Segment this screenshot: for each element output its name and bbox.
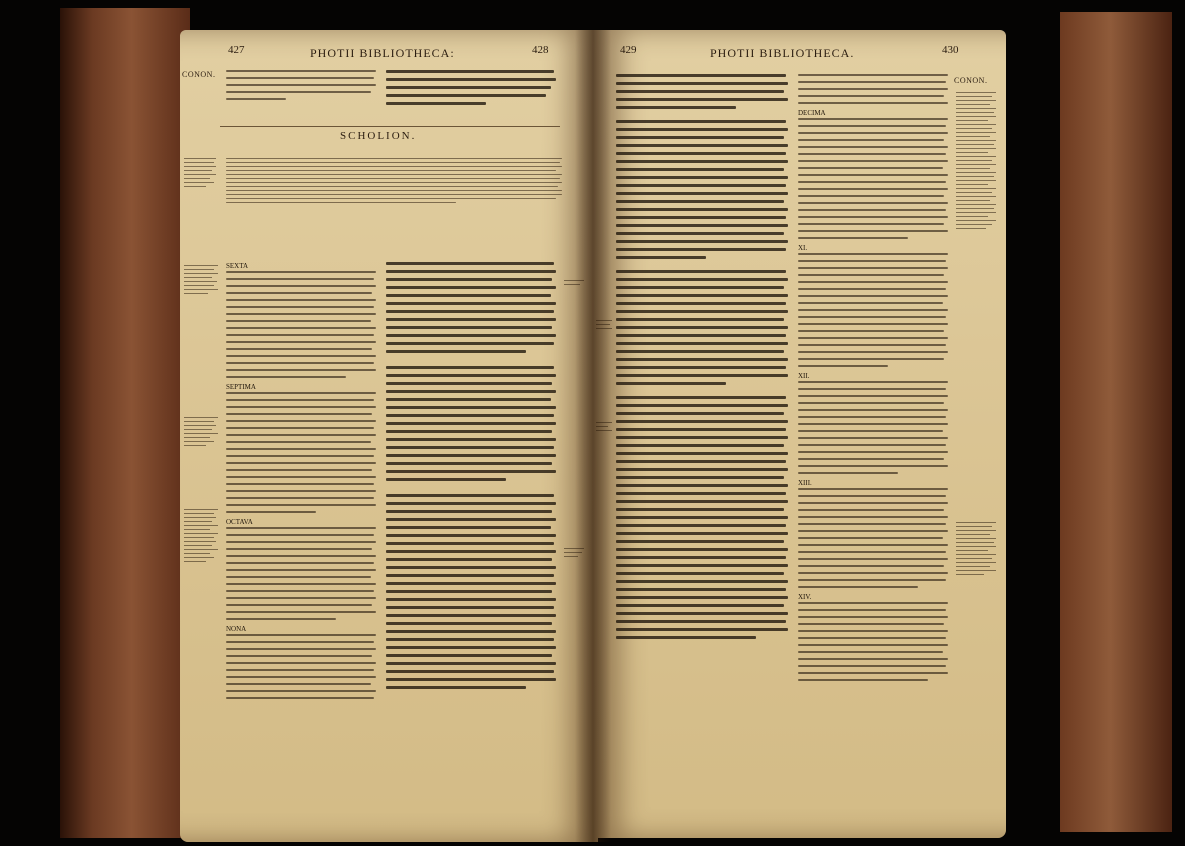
scholion-heading: SCHOLION. xyxy=(340,130,417,142)
right-page-edges xyxy=(1060,12,1172,832)
left-page-title: PHOTII BIBLIOTHECA: xyxy=(310,46,455,60)
right-latin-column xyxy=(798,74,948,686)
right-page-number: 429 xyxy=(620,44,637,56)
left-top-greek-text xyxy=(386,70,556,110)
right-page xyxy=(592,30,1006,838)
section-label: SEXTA xyxy=(226,262,248,270)
right-title-page-number: 430 xyxy=(942,44,959,56)
section-label: XIV. xyxy=(798,593,812,601)
section-label: SEPTIMA xyxy=(226,383,256,391)
left-page xyxy=(180,30,598,842)
left-page-edges xyxy=(60,8,190,838)
left-side-label: CONON. xyxy=(182,70,216,79)
section-label: XII. xyxy=(798,372,810,380)
section-label: XI. xyxy=(798,244,808,252)
right-outer-margin-notes xyxy=(956,92,998,578)
right-side-label: CONON. xyxy=(954,76,988,85)
right-page-title: PHOTII BIBLIOTHECA. xyxy=(710,46,855,60)
left-page-number: 427 xyxy=(228,44,245,56)
rule xyxy=(220,126,560,127)
section-label: NONA xyxy=(226,625,247,633)
left-top-latin-text xyxy=(226,70,376,105)
left-title-page-number: 428 xyxy=(532,44,549,56)
left-scholion-text xyxy=(226,158,562,206)
section-label: OCTAVA xyxy=(226,518,253,526)
left-main-margin-notes xyxy=(184,265,220,565)
left-greek-column xyxy=(386,262,556,694)
left-scholion-margin-notes xyxy=(184,158,218,190)
right-greek-column xyxy=(616,74,788,644)
left-latin-column xyxy=(226,262,376,704)
section-label: XIII. xyxy=(798,479,812,487)
book-gutter xyxy=(575,30,611,842)
section-label: DECIMA xyxy=(798,109,826,117)
